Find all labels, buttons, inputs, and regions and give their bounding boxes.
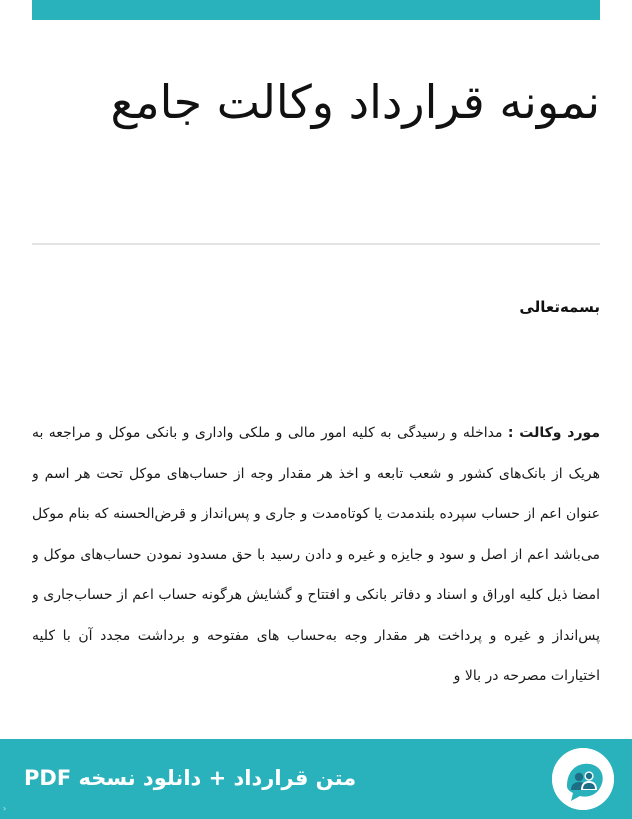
top-accent-bar bbox=[32, 0, 600, 20]
download-banner-text[interactable]: متن قرارداد + دانلود نسخه PDF bbox=[24, 766, 357, 790]
people-chat-logo-icon bbox=[552, 748, 614, 810]
subject-text: مداخله و رسیدگی به کلیه امور مالی و ملکی واداری و بانکی موکل و مراجعه به هریک از بانک‌های کشور و شعب تابعه و اخذ هر مقدار وجه از حساب‌های موکل تحت هر اسم و عنوان اعم از حساب سپرده بلندمدت یا کوتاه‌مدت و جاری و پس‌انداز و قرض‌الحسنه که بنام موکل می‌باشد اعم از اصل و سود و جایزه و غیره و دادن رسید با حق مسدود نمودن حساب‌های موکل و امضا ذیل کلیه اوراق و اسناد و دفاتر بانکی و افتتاح و گشایش هرگونه حساب اعم از حساب‌جاری و پس‌انداز و غیره و پرداخت هر مقدار وجه به‌حساب های مفتوحه و برداشت مجدد آن با کلیه اختیارات مصرحه در بالا و bbox=[32, 425, 600, 684]
corner-mark: › bbox=[3, 804, 7, 813]
page-title: نمونه قرارداد وکالت جامع bbox=[110, 75, 600, 129]
subject-label: مورد وکالت : bbox=[507, 425, 600, 441]
bismillah-heading: بسمه‌تعالی bbox=[519, 298, 600, 316]
title-divider bbox=[32, 243, 600, 245]
contract-subject-paragraph bbox=[32, 413, 600, 739]
